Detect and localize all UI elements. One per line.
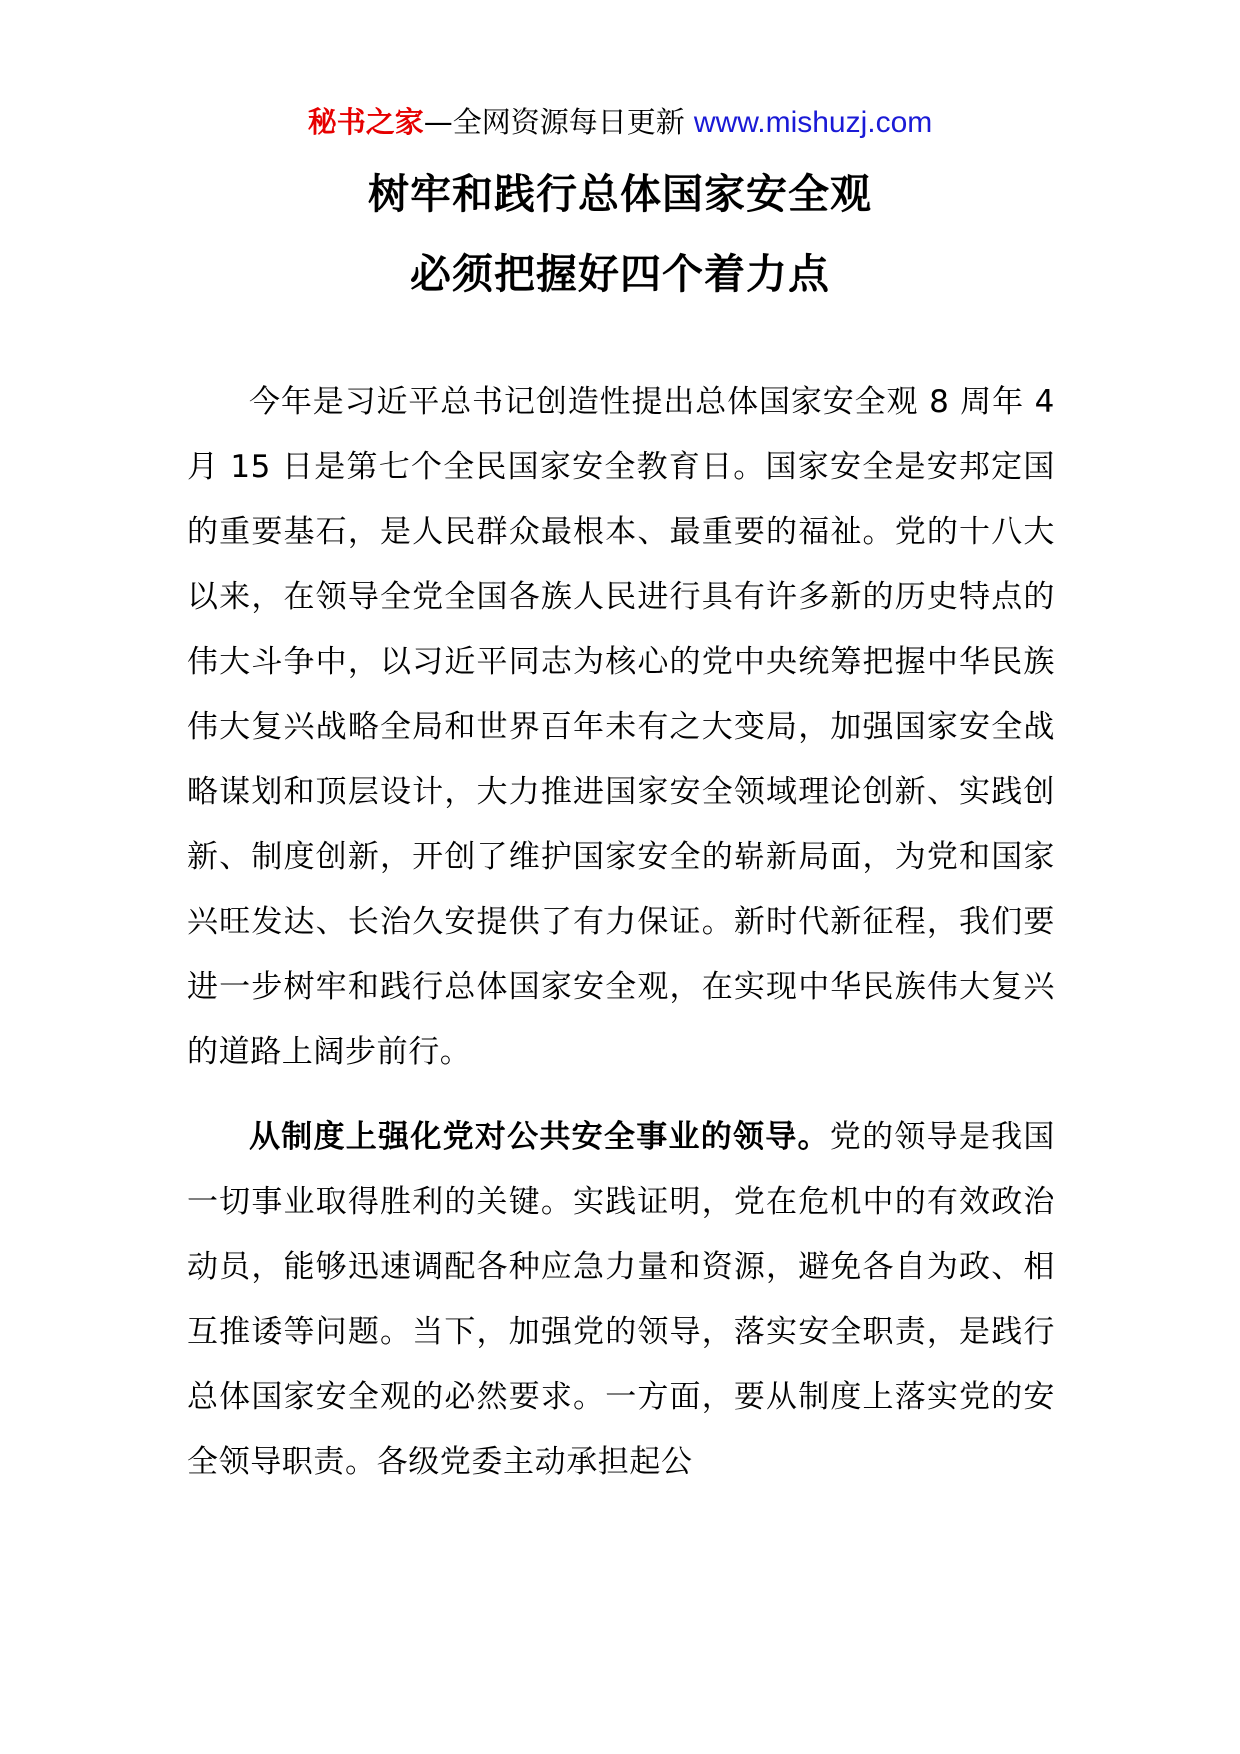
site-brand: 秘书之家 bbox=[307, 105, 424, 139]
site-url-link[interactable]: www.mishuzj.com bbox=[693, 106, 933, 139]
site-tagline: —全网资源每日更新 bbox=[423, 105, 694, 139]
paragraph-intro: 今年是习近平总书记创造性提出总体国家安全观 8 周年 4 月 15 日是第七个全民国家安全教育日。国家安全是安邦定国的重要基石，是人民群众最根本、最重要的福祉。党的十八大以来，在领导全党全国各族人民进行具有许多新的历史特点的伟大斗争中，以习近平同志为核心的党中央统筹把握中华民族伟大复兴战略全局和世界百年未有之大变局，加强国家安全战略谋划和顶层设计，大力推进国家安全领域理论创新、实践创新、制度创新，开创了维护国家安全的崭新局面，为党和国家兴旺发达、长治久安提供了有力保证。新时代新征程，我们要进一步树牢和践行总体国家安全观，在实现中华民族伟大复兴的道路上阔步前行。 bbox=[187, 384, 1055, 1070]
document-title-line-2: 必须把握好四个着力点 bbox=[410, 250, 830, 298]
document-title-line-1: 树牢和践行总体国家安全观 bbox=[368, 170, 872, 218]
paragraph-section-1 bbox=[187, 1105, 1055, 1495]
section-1-lead-sentence: 从制度上强化党对公共安全事业的领导。 bbox=[249, 1119, 830, 1155]
section-1-body-text: 党的领导是我国一切事业取得胜利的关键。实践证明，党在危机中的有效政治动员，能够迅速调配各种应急力量和资源，避免各自为政、相互推诿等问题。当下，加强党的领导，落实安全职责，是践行总体国家安全观的必然要求。一方面，要从制度上落实党的安全领导职责。各级党委主动承担起公 bbox=[187, 1119, 1055, 1480]
document-body bbox=[187, 370, 1055, 1495]
site-header bbox=[0, 102, 1240, 143]
